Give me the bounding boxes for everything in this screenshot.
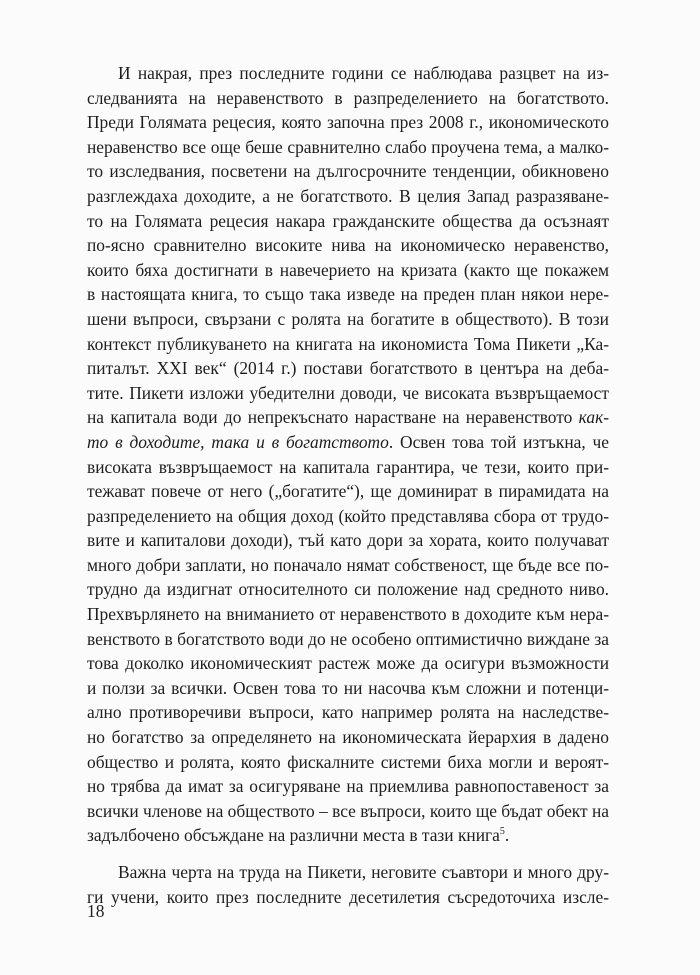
text-segment: Важна черта на труда на Пикети, неговите съавтори и много дру- [118, 862, 609, 882]
text-segment: на капитала води до непрекъснато нарастване на неравенството [87, 407, 579, 428]
text-segment: в настоящата книга, то също така изведе на преден план някои нере- [87, 284, 609, 305]
text-segment: но богатство за определянето на икономическата йерархия в дадено [87, 727, 609, 748]
text-line [87, 356, 609, 381]
text-line [87, 86, 609, 111]
text-line [87, 233, 609, 258]
text-segment: ги учени, които през последните десетилетия съсредоточиха изсле- [87, 886, 609, 907]
page-number: 18 [87, 901, 105, 921]
text-segment: по-ясно сравнително високите нива на икономическо неравенство, [87, 235, 609, 256]
paragraph [87, 61, 609, 848]
text-segment: неравенство все още беше сравнително слабо проучена тема, а малко- [87, 136, 609, 157]
text-line [87, 307, 609, 332]
text-segment: и ползи за всички. Освен това то ни насочва към сложни и потенци- [87, 677, 609, 698]
text-segment: . Освен това той изтъкна, че [388, 431, 609, 452]
text-line [87, 725, 609, 750]
italic-text: то в доходите, така и в богатството [87, 431, 389, 452]
text-segment: то на Голямата рецесия накара гражданските общества да осъзнаят [87, 210, 609, 231]
text-line [87, 61, 609, 86]
body-text [87, 61, 609, 909]
text-line [87, 774, 609, 799]
text-line [87, 430, 609, 455]
text-segment: . [504, 825, 510, 846]
text-segment: шени въпроси, свързани с ролята на богатите в обществото). В този [87, 308, 609, 329]
text-line [87, 455, 609, 480]
text-line [87, 602, 609, 627]
text-segment: венството в богатството води до не особено оптимистично виждане за [87, 628, 609, 649]
text-segment: вите и капиталови доходи), тъй като дори за хората, които получават [87, 530, 609, 551]
text-segment: то изследвания, посветени на дългосрочните тенденции, обикновено [87, 161, 609, 182]
text-line [87, 504, 609, 529]
text-line [87, 676, 609, 701]
text-line [87, 799, 609, 824]
text-line [87, 700, 609, 725]
text-segment: тите. Пикети изложи убедителни доводи, че високата възвръщаемост [87, 382, 609, 403]
text-segment: но трябва да имат за осигуряване на приемлива равнопоставеност за [87, 776, 609, 797]
text-line [87, 258, 609, 283]
paragraph [87, 860, 609, 909]
text-line [87, 332, 609, 357]
text-segment: тежават повече от него („богатите“), ще доминират в пирамидата на [87, 481, 609, 502]
text-segment: разглеждаха доходите, а не богатството. В целия Запад разразяване- [87, 185, 609, 206]
text-segment: трудно да издигнат относителното си положение над средното ниво. [87, 579, 609, 600]
text-line [87, 528, 609, 553]
text-segment: ално противоречиви въпроси, като например ролята на наследстве- [87, 702, 609, 723]
text-segment: това доколко икономическият растеж може да осигури възможности [87, 653, 609, 674]
text-segment: много добри заплати, но поначало нямат собственост, ще бъде все по- [87, 554, 609, 575]
text-segment: които бяха достигнати в навечерието на кризата (както ще покажем [87, 259, 609, 280]
text-line [87, 553, 609, 578]
text-line [87, 885, 609, 910]
text-segment: питалът. XXI век“ (2014 г.) постави богатството в центъра на деба- [87, 358, 609, 379]
text-line [87, 405, 609, 430]
text-segment: всички членове на обществото – все въпроси, които ще бъдат обект на [87, 800, 609, 821]
text-line [87, 479, 609, 504]
text-segment: високата възвръщаемост на капитала гарантира, че тези, които при- [87, 456, 609, 477]
text-line [87, 110, 609, 135]
text-line [87, 381, 609, 406]
text-segment: контекст публикуването на книгата на икономиста Тома Пикети „Ка- [87, 333, 609, 354]
text-segment: общество и ролята, която фискалните системи биха могли и вероят- [87, 751, 609, 772]
text-line [87, 750, 609, 775]
footnote-marker: 5 [499, 826, 505, 838]
text-segment: разпределението на общия доход (който представлява сбора от трудо- [87, 505, 609, 526]
text-line [87, 135, 609, 160]
text-line [87, 577, 609, 602]
text-line [87, 860, 609, 885]
text-segment: задълбочено обсъждане на различни места в тази книга [87, 825, 500, 846]
text-segment: И накрая, през последните години се наблюдава разцвет на из- [118, 63, 609, 83]
text-line [87, 627, 609, 652]
text-line [87, 209, 609, 234]
text-line [87, 184, 609, 209]
text-line [87, 823, 609, 848]
text-line [87, 282, 609, 307]
paragraph-gap [87, 848, 609, 860]
text-segment: следванията на неравенството в разпределението на богатството. [87, 87, 609, 108]
text-segment: Прехвърлянето на вниманието от неравенството в доходите към нера- [87, 604, 609, 625]
text-segment: Преди Голямата рецесия, която започна през 2008 г., икономическото [87, 112, 609, 133]
text-line [87, 159, 609, 184]
italic-text: как- [578, 407, 609, 428]
text-line [87, 651, 609, 676]
